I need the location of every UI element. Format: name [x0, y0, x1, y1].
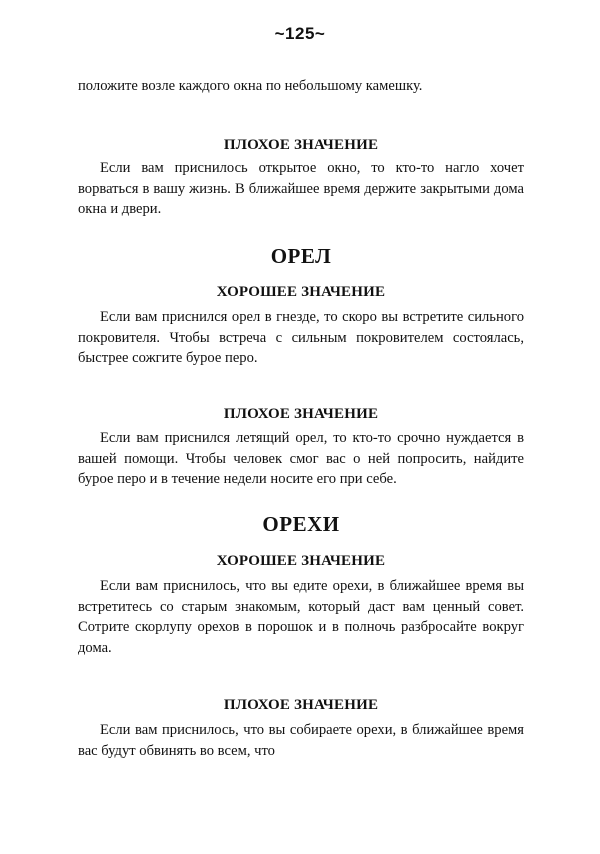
nuts-bad-heading: ПЛОХОЕ ЗНАЧЕНИЕ	[223, 697, 379, 713]
page-number: ~125~	[274, 24, 326, 43]
nuts-bad-text: Если вам приснилось, что вы собираете орехи, в ближайшее время вас будут обвинять во всем, что	[78, 722, 524, 759]
eagle-good-text: Если вам приснился орел в гнезде, то скоро вы встретите сильного покровителя. Чтобы встреча с сильным покровителем состоялась, быстрее сожгите бурое перо.	[78, 309, 524, 367]
eagle-good-section	[78, 282, 524, 369]
continuation-paragraph	[78, 76, 524, 97]
window-bad-text: Если вам приснилось открытое окно, то кто-то нагло хочет ворваться в вашу жизнь. В ближайшее время держите закрытыми дома окна и двери.	[78, 160, 524, 218]
eagle-title-block	[78, 243, 524, 269]
continuation-text: положите возле каждого окна по небольшому камешку.	[78, 78, 423, 94]
nuts-bad-section	[78, 695, 524, 761]
eagle-bad-heading: ПЛОХОЕ ЗНАЧЕНИЕ	[223, 406, 379, 422]
nuts-title-block	[78, 511, 524, 537]
nuts-good-section	[78, 551, 524, 658]
window-bad-heading: ПЛОХОЕ ЗНАЧЕНИЕ	[223, 137, 379, 153]
nuts-good-text: Если вам приснилось, что вы едите орехи, в ближайшее время вы встретитесь со старым знакомым, который даст вам ценный совет. Сотрите скорлупу орехов в порошок и в полночь разбросайте вокруг дома.	[78, 578, 524, 656]
window-bad-section	[78, 135, 524, 220]
eagle-bad-section	[78, 404, 524, 490]
eagle-title: ОРЕЛ	[270, 244, 332, 268]
eagle-bad-text: Если вам приснился летящий орел, то кто-то срочно нуждается в вашей помощи. Чтобы человек смог вас о ней попросить, найдите бурое перо и в течение недели носите его при себе.	[78, 430, 524, 488]
nuts-good-heading: ХОРОШЕЕ ЗНАЧЕНИЕ	[216, 553, 386, 569]
eagle-good-heading: ХОРОШЕЕ ЗНАЧЕНИЕ	[216, 284, 386, 300]
nuts-title: ОРЕХИ	[262, 512, 340, 536]
